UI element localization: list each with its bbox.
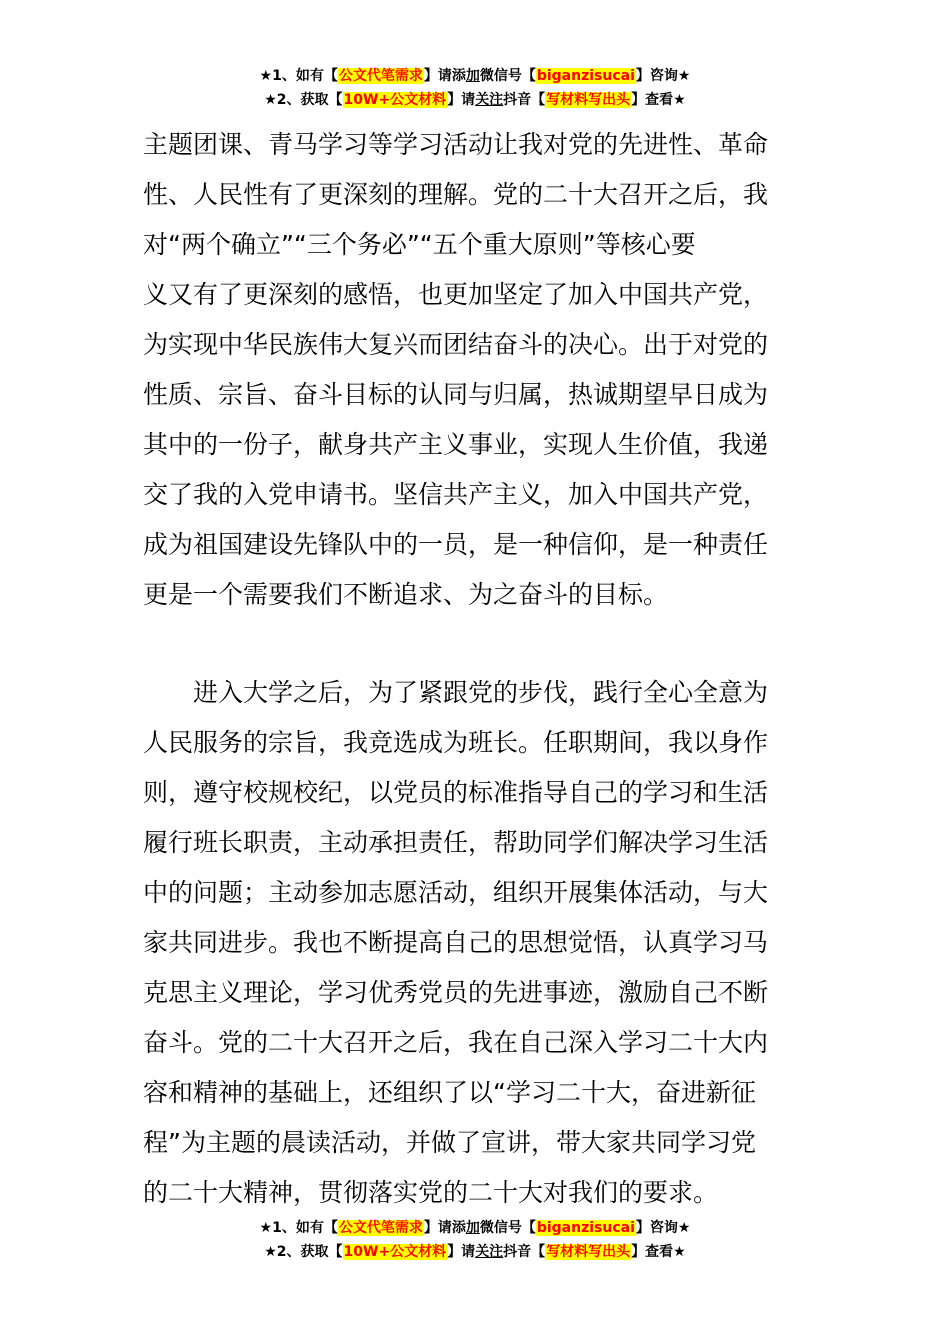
banner-text: 】查看★ [631, 92, 686, 108]
wechat-id-highlight: biganzisucai [536, 68, 635, 84]
text-line: 家共同进步。我也不断提高自己的思想觉悟，认真学习马 [143, 928, 769, 957]
text-line: 更是一个需要我们不断追求、为之奋斗的目标。 [143, 580, 669, 609]
banner-row-2 [0, 88, 950, 112]
banner-text: 抖音【 [503, 92, 546, 108]
banner-text: ★1、如有【 [259, 1220, 338, 1236]
header-banner [0, 64, 950, 112]
banner-text: 】查看★ [631, 1244, 686, 1260]
banner-row-2 [0, 1240, 950, 1264]
banner-text: 微信号【 [479, 1220, 536, 1236]
wechat-id-highlight: biganzisucai [536, 1220, 635, 1236]
banner-underline-text: 加 [465, 68, 480, 84]
text-line: 履行班长职责，主动承担责任，帮助同学们解决学习生活 [143, 828, 769, 857]
text-line: 为实现中华民族伟大复兴而团结奋斗的决心。出于对党的 [143, 330, 769, 359]
text-line: 克思主义理论，学习优秀党员的先进事迹，激励自己不断 [143, 978, 769, 1007]
banner-row-1 [0, 1216, 950, 1240]
paragraph-2 [143, 668, 811, 1218]
banner-text: 】咨询★ [635, 68, 691, 84]
banner-text: ★2、获取【 [264, 92, 343, 108]
banner-underline-text: 关注 [475, 1244, 504, 1260]
banner-text: 微信号【 [479, 68, 536, 84]
banner-text: 】请 [447, 1244, 476, 1260]
banner-row-1 [0, 64, 950, 88]
text-line: 对“两个确立”“三个务必”“五个重大原则”等核心要 [143, 230, 696, 259]
banner-text: 】请添 [423, 68, 466, 84]
text-line: 性质、宗旨、奋斗目标的认同与归属，热诚期望早日成为 [143, 380, 769, 409]
highlight-tag: 10W+公文材料 [343, 92, 447, 108]
douyin-id-highlight: 写材料写出头 [546, 1244, 631, 1260]
banner-text: 】请添 [423, 1220, 466, 1236]
text-line: 成为祖国建设先锋队中的一员，是一种信仰，是一种责任 [143, 530, 769, 559]
text-line: 其中的一份子，献身共产主义事业，实现人生价值，我递 [143, 430, 769, 459]
banner-text: ★2、获取【 [264, 1244, 343, 1260]
footer-banner [0, 1216, 950, 1264]
text-line: 中的问题；主动参加志愿活动，组织开展集体活动，与大 [143, 878, 769, 907]
text-line: 程”为主题的晨读活动，并做了宣讲，带大家共同学习党 [143, 1128, 756, 1157]
banner-text: 】请 [447, 92, 476, 108]
douyin-id-highlight: 写材料写出头 [546, 92, 631, 108]
banner-underline-text: 关注 [475, 92, 504, 108]
text-line: 的二十大精神，贯彻落实党的二十大对我们的要求。 [143, 1178, 719, 1207]
banner-text: 】咨询★ [635, 1220, 691, 1236]
banner-underline-text: 加 [465, 1220, 480, 1236]
text-line: 性、人民性有了更深刻的理解。党的二十大召开之后，我 [143, 180, 769, 209]
text-line: 容和精神的基础上，还组织了以“学习二十大，奋进新征 [143, 1078, 756, 1107]
highlight-tag: 公文代笔需求 [338, 68, 423, 84]
text-line: 义又有了更深刻的感悟，也更加坚定了加入中国共产党， [143, 280, 769, 309]
banner-text: ★1、如有【 [259, 68, 338, 84]
text-line: 主题团课、青马学习等学习活动让我对党的先进性、革命 [143, 130, 769, 159]
text-line: 交了我的入党申请书。坚信共产主义，加入中国共产党， [143, 480, 769, 509]
highlight-tag: 10W+公文材料 [343, 1244, 447, 1260]
text-line: 奋斗。党的二十大召开之后，我在自己深入学习二十大内 [143, 1028, 769, 1057]
banner-text: 抖音【 [503, 1244, 546, 1260]
highlight-tag: 公文代笔需求 [338, 1220, 423, 1236]
text-line: 进入大学之后，为了紧跟党的步伐，践行全心全意为 [143, 678, 769, 707]
text-line: 人民服务的宗旨，我竞选成为班长。任职期间，我以身作 [143, 728, 769, 757]
paragraph-1 [143, 120, 811, 620]
text-line: 则，遵守校规校纪，以党员的标准指导自己的学习和生活 [143, 778, 769, 807]
